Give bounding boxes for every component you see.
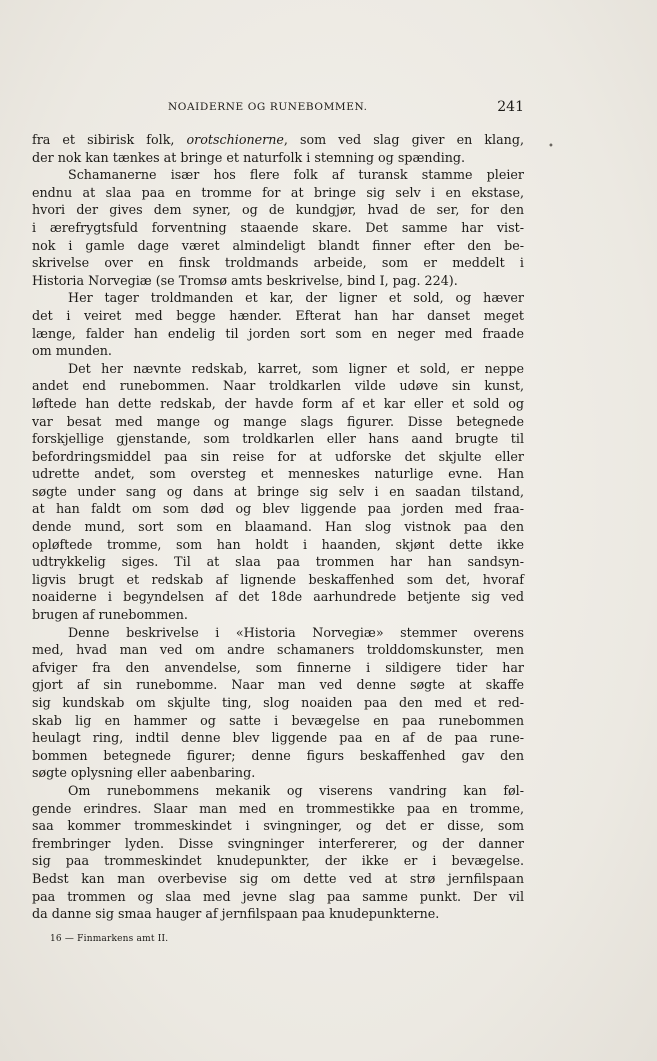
text-line: det i veiret med begge hænder. Efterat han har danset meget [32,307,524,323]
text-line: udrette andet, som oversteg et menneskes naturlige evne. Han [32,466,524,482]
text-line: om munden. [32,343,112,359]
text-line: Schamanerne især hos flere folk af turansk stamme pleier [68,167,524,183]
text-line: bommen betegnede figurer; denne figurs beskaffenhed gav den [32,747,524,763]
text-line: paa trommen og slaa med jevne slag paa samme punkt. Der vil [32,888,524,904]
paragraph [32,782,524,923]
page-header [32,99,524,119]
text-line: hvori der gives dem syner, og de kundgjør, hvad de ser, for den [32,202,524,218]
text-line: brugen af runebommen. [32,607,188,623]
text-line: længe, falder han endelig til jorden sort som en neger med fraade [32,325,524,341]
italic-term: orotschionerne [186,132,284,147]
text-line: søgte oplysning eller aabenbaring. [32,765,256,781]
text-line: noaiderne i begyndelsen af det 18de aarhundrede betjente sig ved [32,589,524,605]
text-line: udtrykkelig siges. Til at slaa paa trommen har han sandsyn- [32,554,524,570]
text-line: skab lig en hammer og satte i bevægelse en paa runebommen [32,712,524,728]
text-line: fra et sibirisk folk, orotschionerne, som ved slag giver en klang, [32,132,525,147]
text-line: andet end runebommen. Naar troldkarlen vilde udøve sin kunst, [32,378,524,394]
text-line: sig paa trommeskindet knudepunkter, der ikke er i bevægelse. [32,853,524,869]
signature-footer: 16 — Finmarkens amt II. [50,934,169,944]
paragraph [32,131,524,166]
text-line: heulagt ring, indtil denne blev liggende paa en af de paa rune- [32,730,524,746]
text-line: afviger fra den anvendelse, som finnerne i sildigere tider har [32,659,524,675]
text-line: Historia Norvegiæ (se Tromsø amts beskrivelse, bind I, pag. 224). [32,272,458,288]
text-line: Her tager troldmanden et kar, der ligner et sold, og hæver [68,290,524,306]
text-line: søgte under sang og dans at bringe sig selv i en saadan tilstand, [32,483,524,499]
text-line: Denne beskrivelse i «Historia Norvegiæ» stemmer overens [68,624,524,640]
text-line: forskjellige gjenstande, som troldkarlen eller hans aand brugte til [32,431,524,447]
text-line: der nok kan tænkes at bringe et naturfolk i stemning og spænding. [32,149,466,165]
text-line: var besat med mange og mange slags figurer. Disse betegnede [32,413,524,429]
text-line: gende erindres. Slaar man med en trommestikke paa en tromme, [32,800,524,816]
paragraph [32,624,524,782]
text-line: saa kommer trommeskindet i svingninger, og det er disse, som [32,818,524,834]
body-text [32,131,524,923]
text-line: at han faldt om som død og blev liggende paa jorden med fraa- [32,501,524,517]
text-line: ligvis brugt et redskab af lignende beskaffenhed som det, hvoraf [32,571,524,587]
text-line: Bedst kan man overbevise sig om dette ved at strø jernfilspaan [32,870,524,886]
running-title: NOAIDERNE OG RUNEBOMMEN. [168,101,368,113]
page-number: 241 [497,99,524,115]
text-line: dende mund, sort som en blaamand. Han slog vistnok paa den [32,519,524,535]
text-line: frembringer lyden. Disse svingninger interfererer, og der danner [32,835,524,851]
margin-mark: • [548,141,554,152]
text-line: med, hvad man ved om andre schamaners trolddomskunster, men [32,642,524,658]
text-line: løftede han dette redskab, der havde form af et kar eller et sold og [32,395,524,411]
paragraph [32,360,524,624]
text-line: endnu at slaa paa en tromme for at bringe sig selv i en ekstase, [32,184,524,200]
text-line: befordringsmiddel paa sin reise for at udforske det skjulte eller [32,448,524,464]
text-line: skrivelse over en finsk troldmands arbeide, som er meddelt i [32,255,524,271]
paragraph [32,166,524,360]
text-line: da danne sig smaa hauger af jernfilspaan paa knudepunkterne. [32,906,440,922]
text-line: opløftede tromme, som han holdt i haanden, skjønt dette ikke [32,536,524,552]
text-line: i ærefrygtsfuld forventning staaende skare. Det samme har vist- [32,219,524,235]
text-line: Om runebommens mekanik og viserens vandring kan føl- [68,782,524,798]
text-line: Det her nævnte redskab, karret, som ligner et sold, er neppe [68,360,524,376]
text-line: gjort af sin runebomme. Naar man ved denne søgte at skaffe [32,677,524,693]
text-line: nok i gamle dage været almindeligt blandt finner efter den be- [32,237,524,253]
text-line: sig kundskab om skjulte ting, slog noaiden paa den med et red- [32,695,524,710]
